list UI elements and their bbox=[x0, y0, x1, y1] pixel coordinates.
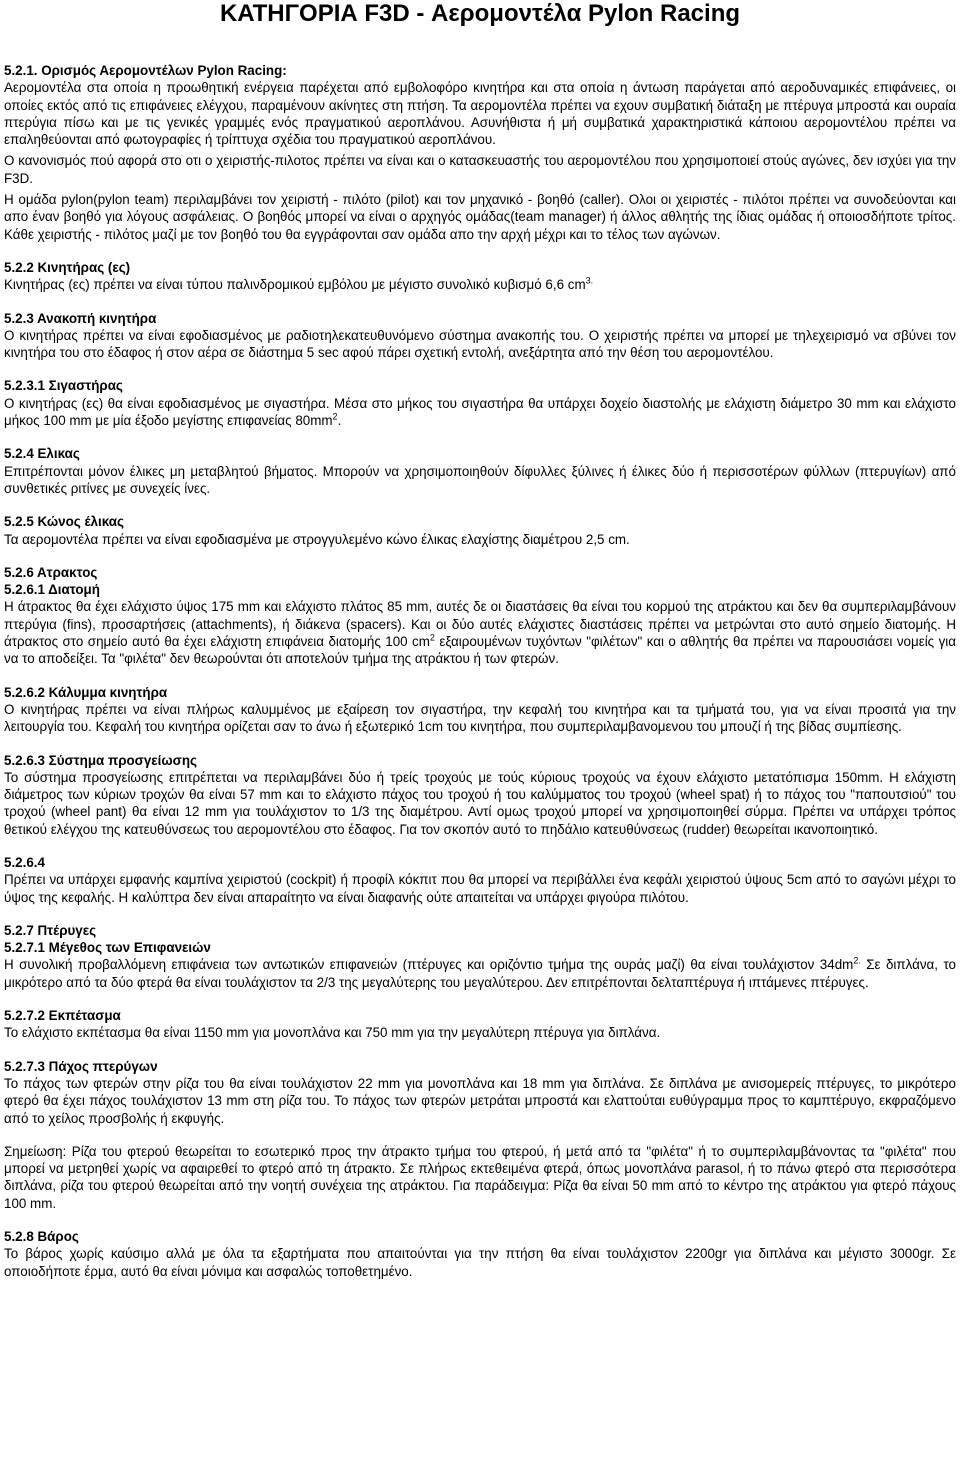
paragraph: Αερομοντέλα στα οποία η προωθητική ενέργεια παρέχεται από εμβολοφόρο κινητήρα και στα οποία η άντωση παράγεται από αεροδυναμικές επιφάνειες, οι οποίες εκτός από τις επιφάνειες ελέγχου, παραμένουν ακίνητες στη πτήση. Τα αερομοντέλα πρέπει να εχουν συμβατική διάταξη με πτέρυγα μπροστά και ουραία πτερύγια πίσω και με τις γενικές γραμμές ενός πραγματικού αεροπλάνου. Ασυνήθιστα ή μή συμβατικά χαρακτηριστικά κάποιου αερομοντέλου πρέπει να επαληθεύονται από φωτογραφίες ή τρίπτυχα σχέδια του πραγματικού αεροπλάνου. bbox=[4, 80, 956, 148]
paragraph-tail: Σε διπλάνα, το μικρότερο από τα δύο φτερά θα είναι τουλάχιστον τα 2/3 της μεγαλύτερης του μεγαλύτερου. Δεν επιτρέπονται δελταπτέρυγα ή ιπτάμενες πτέρυγες. bbox=[4, 957, 956, 990]
section-heading: 5.2.7 Πτέρυγες bbox=[4, 922, 97, 938]
note-paragraph: Σημείωση: Ρίζα του φτερού θεωρείται το εσωτερικό προς την άτρακτο τμήμα του φτερού, ή μετά από τα "φιλέτα" ή το συμπεριλαμβάνοντας τα "φιλέτα" που μπορεί να μετρηθεί χωρίς να αφαιρεθεί το φτερό από τη άτρακτο. Σε πλήρως εκτεθειμένα φτερά, όπως μονοπλάνα parasol, ή το πάνω φτερό στα περισσότερα διπλάνα, ρίζα του φτερού θεωρείται από την νοητή συνέχεια της ατράκτου. Για παράδειγμα: Ρίζα θα είναι 50 mm από το κέντρο της ατράκτου για φτερό πάχους 100 mm. bbox=[4, 1143, 956, 1211]
paragraph: Το βάρος χωρίς καύσιμο αλλά με όλα τα εξαρτήματα που απαιτούνται για την πτήση θα είναι τουλάχιστον 2200gr για διπλάνα και μέγιστο 3000gr. Σε οποιοδήποτε έρμα, αυτό θα είναι μόνιμα και ασφαλώς τοποθετημένο. bbox=[4, 1246, 956, 1279]
page-title: ΚΑΤΗΓΟΡΙΑ F3D - Αερομοντέλα Pylon Racing bbox=[219, 0, 741, 27]
paragraph-tail: εξαιρουμένων τυχόντων "φιλέτων" και ο αθλητής θα πρέπει να παρουσιάσει νομείς για να το αποδείξει. Τα "φιλέτα" δεν θεωρούνται ότι αποτελούν τμήμα της ατράκτου ή των φτερών. bbox=[4, 634, 956, 667]
paragraph: Τα αερομοντέλα πρέπει να είναι εφοδιασμένα με στρογγυλεμένο κώνο έλικας ελαχίστης διαμέτρου 2,5 cm. bbox=[4, 531, 630, 547]
section-5-2-7-2 bbox=[4, 1007, 956, 1042]
section-5-2-2 bbox=[4, 259, 956, 294]
paragraph: Ο κανονισμός πού αφορά στο οτι ο χειριστής-πιλοτος πρέπει να είναι και ο κατασκευαστής του αερομοντέλου που χρησιμοποιεί στούς αγώνες, δεν ισχύει για την F3D. bbox=[4, 153, 956, 186]
paragraph bbox=[4, 276, 956, 293]
section-heading: 5.2.6.4 bbox=[4, 854, 45, 870]
paragraph: Το σύστημα προσγείωσης επιτρέπεται να περιλαμβάνει δύο ή τρείς τροχούς με τούς κύριους τροχούς να έχουν ελάχιστο μετατόπισμα 150mm. Η ελάχιστη διάμετρος των κύριων τροχών θα είναι 57 mm και το ελάχιστο πάχος του τροχού ή του καλύμματος του τροχού (wheel spat) ή το πάχος του "παπουτσιού" του τροχού (wheel pant) θα είναι 12 mm για τουλάχιστον το 1/3 της διαμέτρου. Αντί ομως τροχού μπορεί να χρησιμοποιηθεί σύρμα. Πρέπει να υπάρχει τρόπος θετικού ελέγχου της κατευθύνσεως του αερομοντέλου στο έδαφος. Για τον σκοπόν αυτό το πηδάλιο κατευθύνσεως (rudder) θεωρείται ικανοποιητικό. bbox=[4, 769, 956, 837]
section-heading: 5.2.6.2 Κάλυμμα κινητήρα bbox=[4, 684, 168, 700]
note-block bbox=[4, 1143, 956, 1212]
paragraph bbox=[4, 395, 956, 430]
section-5-2-7 bbox=[4, 922, 956, 991]
section-heading: 5.2.7.3 Πάχος πτερύγων bbox=[4, 1058, 158, 1074]
section-5-2-7-3 bbox=[4, 1058, 956, 1127]
section-heading: 5.2.4 Ελικας bbox=[4, 446, 80, 462]
section-5-2-6-2 bbox=[4, 684, 956, 736]
paragraph: Πρέπει να υπάρχει εμφανής καμπίνα χειριστού (cockpit) ή προφίλ κόκπιτ που θα μπορεί να περιβάλλει ένα κεφάλι χειριστού ύψους 5cm από το σαγώνι μέχρι το ύψος της κεφαλής. Η καλύπτρα δεν είναι απαραίτητο να είναι διαφανής ούτε απαιτείται να υπάρχει φιγούρα πιλότου. bbox=[4, 872, 956, 905]
paragraph: Η ομάδα pylon(pylon team) περιλαμβάνει τον χειριστή - πιλότο (pilot) και τον μηχανικό - βοηθό (caller). Ολοι οι χειριστές - πιλότοι πρέπει να συνοδεύονται και απο έναν βοηθό για λόγους ασφάλειας. Ο βοηθός μπορεί να είναι ο αρχηγός ομάδας(team manager) ή άλλος αθλητής της ίδιας ομάδας ή οποιοσδήποτε τρίτος. Κάθε χειριστής - πιλότος μαζί με τον βοηθό του θα εγγράφονται σαν ομάδα απο την αρχή μέχρι και το τέλος των αγώνων. bbox=[4, 192, 956, 242]
superscript: 2. bbox=[853, 956, 861, 966]
section-heading: 5.2.1. Ορισμός Αερομοντέλων Pylon Racing: bbox=[4, 63, 287, 78]
section-heading: 5.2.6 Ατρακτος bbox=[4, 564, 98, 580]
section-heading: 5.2.7.2 Εκπέτασμα bbox=[4, 1008, 121, 1024]
paragraph: Ο κινητήρας πρέπει να είναι εφοδιασμένος με ραδιοτηλεκατευθυνόμενο σύστημα ανακοπής του. Ο χειριστής πρέπει να μπορεί με τηλεχειρισμό να σβύνει τον κινητήρα του στο έδαφος ή στον αέρα σε διάστημα 5 sec αφού πάρει σχετική εντολή, ανεξάρτητα από την θέση του αερομοντέλου. bbox=[4, 327, 956, 361]
section-5-2-6 bbox=[4, 564, 956, 668]
paragraph-text: Η άτρακτος θα έχει ελάχιστο ύψος 175 mm και ελάχιστο πλάτος 85 mm, αυτές δε οι διαστάσεις θα είναι του κορμού της ατράκτου και δεν θα συμπεριλαμβάνουν πτερύγια (fins), προσαρτήσεις (attachments), ή διάκενα (spacers). Και οι δύο αυτές ελάχιστες διαστάσεις πρέπει να μετρώνται στο αυτό σημείο διατομής. Η άτρακτος στο σημείο αυτό θα έχει ελάχιστη επιφάνεια διατομής 100 cm bbox=[4, 599, 956, 650]
section-5-2-6-3 bbox=[4, 752, 956, 838]
section-heading: 5.2.3 Ανακοπή κινητήρα bbox=[4, 310, 157, 326]
section-5-2-8 bbox=[4, 1228, 956, 1280]
section-5-2-4 bbox=[4, 445, 956, 497]
superscript: 3. bbox=[585, 275, 594, 286]
section-heading: 5.2.5 Κώνος έλικας bbox=[4, 514, 124, 530]
section-heading: 5.2.2 Κινητήρας (ες) bbox=[4, 259, 131, 275]
section-5-2-6-4 bbox=[4, 854, 956, 906]
paragraph: Το πάχος των φτερών στην ρίζα του θα είναι τουλάχιστον 22 mm για μονοπλάνα και 18 mm για διπλάνα. Σε διπλάνα με ανισομερείς πτέρυγες, το μικρότερο φτερό θα έχει πάχος τουλάχιστον 13 mm στη ρίζα του. Το πάχος των φτερών μετράται μπροστά και ελαττούται ευθύγραμμα προς το καμπτέρυγο, εκφραζόμενο από το χείλος προσβολής ή εκφυγής. bbox=[4, 1075, 956, 1126]
subsection-heading: 5.2.6.1 Διατομή bbox=[4, 582, 100, 598]
paragraph-tail: . bbox=[337, 413, 342, 429]
section-5-2-5 bbox=[4, 513, 956, 548]
section-5-2-3 bbox=[4, 310, 956, 362]
superscript: 2 bbox=[429, 632, 435, 643]
superscript: 2 bbox=[332, 411, 338, 422]
paragraph: Το ελάχιστο εκπέτασμα θα είναι 1150 mm για μονοπλάνα και 750 mm για την μεγαλύτερη πτέρυγα για διπλάνα. bbox=[4, 1025, 661, 1041]
section-5-2-3-1 bbox=[4, 377, 956, 429]
paragraph bbox=[4, 956, 956, 991]
paragraph bbox=[4, 598, 956, 667]
paragraph-text: Κινητήρας (ες) πρέπει να είναι τύπου παλινδρομικού εμβόλου με μέγιστο συνολικό κυβισμό 6,6 cm bbox=[4, 277, 586, 293]
section-heading: 5.2.6.3 Σύστημα προσγείωσης bbox=[4, 752, 197, 768]
section-5-2-1 bbox=[4, 62, 956, 243]
paragraph: Επιτρέπονται μόνον έλικες μη μεταβλητού βήματος. Μπορούν να χρησιμοποιηθούν δίφυλλες ξύλινες ή έλικες δύο ή περισσοτέρων φύλλων (πτερυγίων) από συνθετικές ριτίνες με συνεχείς ίνες. bbox=[4, 463, 956, 496]
paragraph: Ο κινητήρας πρέπει να είναι πλήρως καλυμμένος με εξαίρεση τον σιγαστήρα, την κεφαλή του κινητήρα και τα τμήματά του, για να είναι προσιτά για την λειτουργία του. Κεφαλή του κινητήρα ορίζεται σαν το άνω ή εξωτερικό 1cm του κινητήρα, που συμπεριλαμβανομενου του μπουζί ή της βίδας συμπίεσης. bbox=[4, 701, 956, 735]
section-heading: 5.2.3.1 Σιγαστήρας bbox=[4, 378, 123, 394]
subsection-heading: 5.2.7.1 Μέγεθος των Επιφανειών bbox=[4, 940, 211, 956]
section-heading: 5.2.8 Βάρος bbox=[4, 1229, 79, 1245]
paragraph-text: Ο κινητήρας (ες) θα είναι εφοδιασμένος με σιγαστήρα. Μέσα στο μήκος του σιγαστήρα θα υπάρχει δοχείο διαστολής με ελάχιστη διάμετρο 30 mm και ελάχιστο μήκος 100 mm με μία έξοδο μεγίστης επιφανείας 80mm bbox=[4, 395, 956, 429]
paragraph-text: Η συνολική προβαλλόμενη επιφάνεια των αντωτικών επιφανειών (πτέρυγες και οριζόντιο τμήμα της ουράς μαζί) θα είναι τουλάχιστον 34dm bbox=[4, 957, 854, 973]
